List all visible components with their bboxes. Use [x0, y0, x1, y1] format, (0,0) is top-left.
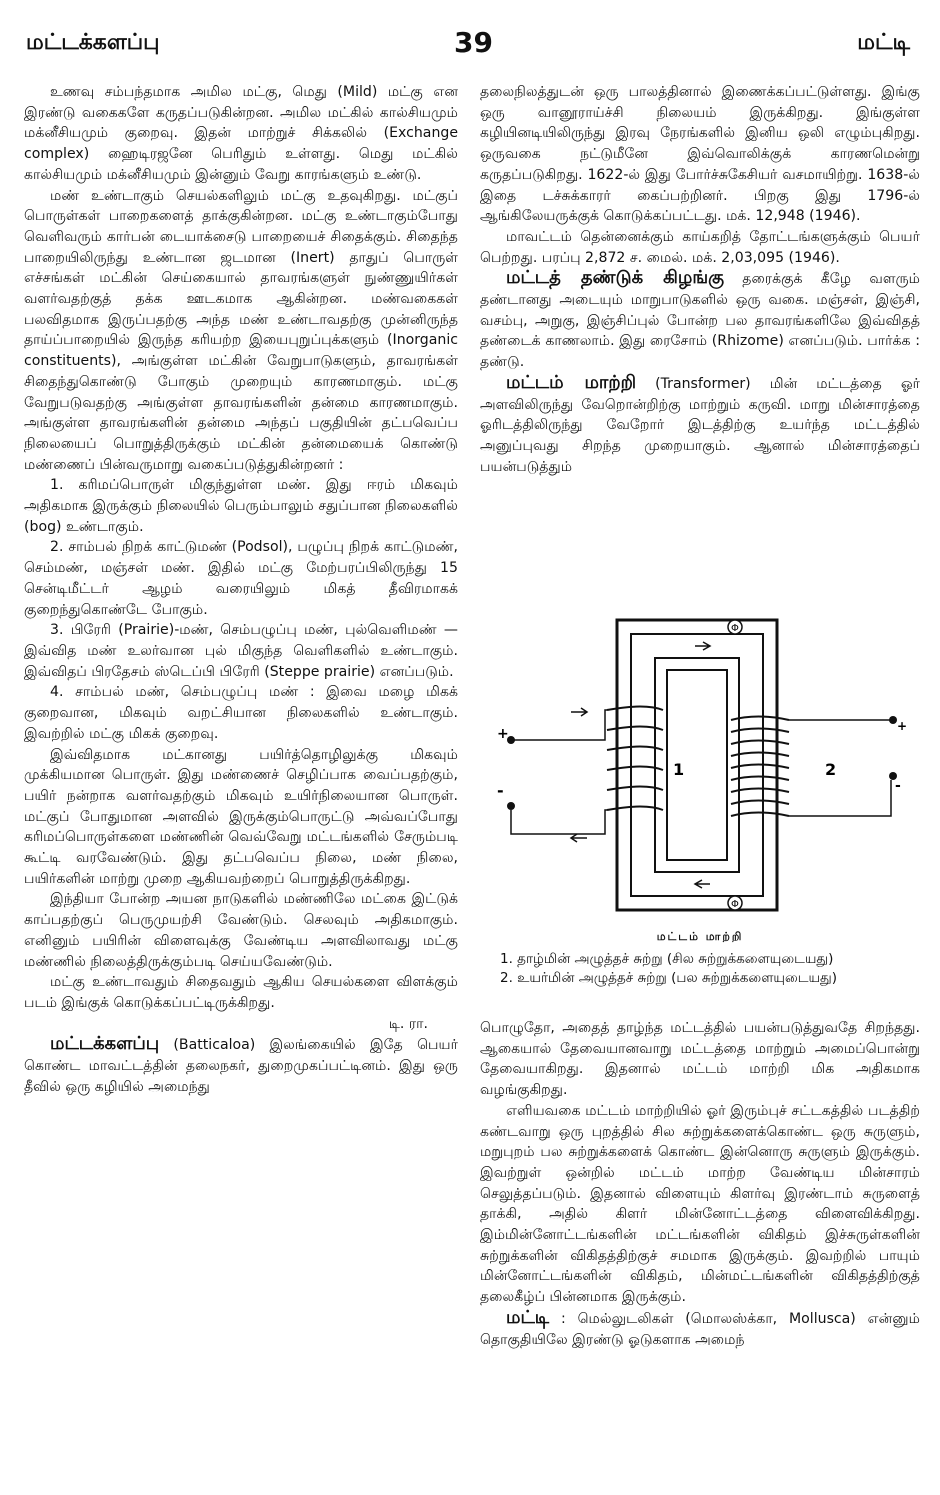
entry-batticaloa: மட்டக்களப்பு (Batticaloa) இலங்கையில் இதே பெயர் கொண்ட மாவட்டத்தின் தலைநகர், துறைமுகப்பட்டினம். இது ஒரு தீவில் ஒரு கழியில் அமைந்து: [24, 1033, 458, 1095]
list-item: 3. பிரேரி (Prairie)-மண், செம்பழுப்பு மண், புல்வெளிமண் — இவ்வித மண் உலர்வான புல் மிகுந்த வெளிகளில் உண்டாகும். இவ்விதப் பிரதேசம் ஸ்டெப்பி பிரேரி (Steppe prairie) எனப்படும்.: [24, 622, 458, 680]
right-column-lower: [480, 1018, 920, 1350]
running-head-left: மட்டக்களப்பு: [26, 30, 160, 55]
entry-mussel: மட்டி : மெல்லுடலிகள் (மொலஸ்க்கா, Mollusca) என்னும் தொகுதியிலே இரண்டு ஓடுகளாக அமைந்: [480, 1306, 920, 1348]
page-header: [26, 26, 910, 66]
flux-arrow-top: [695, 642, 710, 650]
minus-sign-secondary: -: [895, 778, 901, 794]
paragraph-district: மாவட்டம் தென்னைக்கும் காய்கறித் தோட்டங்களுக்கும் பெயர் பெற்றது. பரப்பு 2,872 ச. மைல். மக். 2,03,095 (1946).: [480, 228, 920, 266]
flux-arrow-bottom: [695, 880, 710, 888]
primary-terminal-minus: [507, 802, 515, 810]
figure-caption: மட்டம் மாற்றி: [656, 930, 744, 943]
list-item: 2. சாம்பல் நிறக் காட்டுமண் (Podsol), பழுப்பு நிறக் காட்டுமண், செம்மண், மஞ்சள் மண். இதில் மட்கு மேற்பரப்பிலிருந்து 15 சென்டிமீட்டர் ஆழம் வரையிலும் மிகத் தீவிரமாகக் குறைந்துகொண்டே போகும்.: [24, 539, 458, 618]
minus-sign: -: [497, 781, 504, 800]
coil-label-1: 1: [673, 760, 685, 779]
coil-label-2: 2: [825, 760, 837, 779]
plus-sign-secondary: +: [897, 719, 908, 733]
current-arrow-in: [571, 708, 587, 716]
secondary-lead-bottom: [789, 780, 891, 816]
left-column: [24, 82, 458, 1097]
list-item: 4. சாம்பல் மண், செம்பழுப்பு மண் : இவை மழை மிகக் குறைவான, மிகவும் வறட்சியான நிலைகளில் உண்டாகும். இவற்றில் மட்கு மிகக் குறைவு.: [24, 684, 458, 742]
running-head-right: மட்டி: [857, 30, 910, 55]
entry-heading: மட்டத் தண்டுக் கிழங்கு: [506, 267, 725, 289]
author-initials: டி. ரா.: [388, 1015, 428, 1032]
paragraph-figure-ref: மட்கு உண்டாவதும் சிதைவதும் ஆகிய செயல்களை விளக்கும் படம் இங்குக் கொடுக்கப்பட்டிருக்கிறது. டி. ரா.: [24, 972, 458, 1034]
paragraph-humus-types: உணவு சம்பந்தமாக அமில மட்கு, மெது (Mild) மட்கு என இரண்டு வகைகளே கருதப்படுகின்றன. அமில மட்கில் கால்சியமும் மக்னீசியமும் குறைவு. இதன் மாற்றுச் சிக்கலில் (Exchange complex) ஹைடிரஜனே பெரிதும் உள்ளது. மெது மட்கில் கால்சியமும் மக்னீசியமும் இன்னும் வேறு காரங்களும் உண்டு.: [24, 84, 458, 183]
secondary-terminal-plus: [889, 716, 897, 724]
entry-transformer: மட்டம் மாற்றி (Transformer) மின் மட்டத்தை ஓர் அளவிலிருந்து வேறொன்றிற்கு மாற்றும் கருவி. மாறு மின்சாரத்தை ஓரிடத்திலிருந்து வேறோர் இடத்திற்கு உயர்ந்த மட்டத்தில் அனுப்புவது சிறந்த முறையாகும். ஆனால் மின்சாரத்தைப் பயன்படுத்தும்: [480, 371, 921, 475]
page-number: 39: [454, 26, 493, 59]
legend-item-2: 2. உயர்மின் அழுத்தச் சுற்று (பல சுற்றுக்களையுடையது): [500, 970, 838, 986]
soil-type-list: [24, 475, 458, 744]
flux-label-top: Φ: [731, 623, 739, 634]
entry-rhizome: மட்டத் தண்டுக் கிழங்கு தரைக்குக் கீழே வளரும் தண்டானது அடையும் மாறுபாடுகளில் ஒரு வகை. மஞ்சள், இஞ்சி, வசம்பு, அறுகு, இஞ்சிப்புல் போன்ற பல தாவரங்களிலே இவ்விதத் தண்டைக் காணலாம். இது ரைசோம் (Rhizome) எனப்படும். பார்க்க : தண்டு.: [480, 267, 920, 371]
entry-heading: மட்டம் மாற்றி: [506, 371, 637, 393]
primary-lead-top: [511, 710, 607, 740]
paragraph-transformer-cont: பொழுதோ, அதைத் தாழ்ந்த மட்டத்தில் பயன்படுத்துவதே சிறந்தது. ஆகையால் தேவையானவாறு மட்டத்தை மாற்றும் அமைப்பொன்று தேவையாகிறது. இதனால் மட்டம் மாற்றி மிக அதிகமாக வழங்குகிறது.: [480, 1020, 920, 1099]
primary-lead-bottom: [511, 810, 607, 834]
flux-label-bottom: Φ: [731, 899, 739, 910]
figure-legend: [500, 950, 920, 988]
transformer-figure: [495, 610, 908, 932]
legend-item-1: 1. தாழ்மின் அழுத்தச் சுற்று (சில சுற்றுக்களையுடையது): [500, 951, 834, 967]
paragraph-tropics: இந்தியா போன்ற அயன நாடுகளில் மண்ணிலே மட்கை இட்டுக் காப்பதற்குப் பெருமுயற்சி வேண்டும். செலவும் அதிகமாகும். எனினும் பயிரின் விளைவுக்கு வேண்டிய அளவிலாவது மட்கு மண்ணில் நிலைத்திருக்கும்படி செய்யவேண்டும்.: [24, 891, 458, 970]
transformer-diagram: [495, 610, 908, 932]
right-column-upper: [480, 82, 920, 477]
current-arrow-out: [571, 834, 587, 842]
list-item: 1. கரிமப்பொருள் மிகுந்துள்ள மண். இது ஈரம் மிகவும் அதிகமாக இருக்கும் நிலையில் பெரும்பாலும் சதுப்பான நிலைகளில் (bog) உண்டாகும்.: [24, 477, 458, 535]
entry-heading: மட்டக்களப்பு: [50, 1033, 160, 1055]
paragraph-simple-transformer: எளியவகை மட்டம் மாற்றியில் ஓர் இரும்புச் சட்டகத்தில் படத்திற் கண்டவாறு ஒரு புறத்தில் சில சுற்றுக்களைக்கொண்ட ஒரு சுருளும், மறுபுறம் பல சுற்றுக்களைக் கொண்ட இன்னொரு சுருளும் இருக்கும். இவற்றுள் ஒன்றில் மட்டம் மாற்ற வேண்டிய மின்சாரம் செலுத்தப்படும். இதனால் விளையும் கிளர்வு இரண்டாம் சுருளைத் தாக்கி, அதில் கிளர் மின்னோட்டத்தை விளைவிக்கிறது. இம்மின்னோட்டங்களின் மட்டங்களின் விகிதம் இச்சுருள்களின் சுற்றுக்களின் விகிதத்திற்குச் சமமாக இருக்கும். இவற்றில் பாயும் மின்னோட்டங்களின் விகிதம், மின்மட்டங்களின் விகிதத்திற்குத் தலைகீழ்ப் பின்னமாக இருக்கும்.: [480, 1102, 920, 1306]
paragraph-soil-formation: மண் உண்டாகும் செயல்களிலும் மட்கு உதவுகிறது. மட்குப் பொருள்கள் பாறைகளைத் தாக்குகின்றன. மட்கு உண்டாகும்போது வெளிவரும் கார்பன் டையாக்சைடு பாறையைச் சிதைக்கும். சிதைந்த பாறையிலிருந்து உண்டான ஜடமான (Inert) தாதுப் பொருள் எச்சங்கள் மட்கின் செய்கையால் தாவரங்களுள் நுண்ணுயிர்கள் வளர்வதற்குத் தக்க ஊடகமாக ஆகின்றன. மண்வகைகள் பலவிதமாக இருப்பதற்கு அந்த மண் உண்டாவதற்கு முன்னிருந்த தாய்ப்பாறையில் இருந்த கரியற்ற இயைபுறுப்புக்களும் (Inorganic constituents), அங்குள்ள மட்கின் வேறுபாடுகளும், தாவரங்கள் சிதைந்துகொண்டு போகும் முறையும் காரணமாகும். மட்கு வேறுபடுவதற்கு அங்குள்ள தாவரங்களின் தன்மை காரணமாகும். அங்குள்ள தாவரங்களின் தன்மை அந்தப் பகுதியின் தட்பவெப்ப நிலையைப் பொறுத்திருக்கும் மட்கின் தன்மையைக் கொண்டு மண்ணைப் பின்வருமாறு வகைப்படுத்துகின்றனர் :: [24, 187, 458, 473]
paragraph-batticaloa-cont: தலைநிலத்துடன் ஒரு பாலத்தினால் இணைக்கப்பட்டுள்ளது. இங்கு ஒரு வானூராய்ச்சி நிலையம் இருக்கிறது. இங்குள்ள கழியினடியிலிருந்து இரவு நேரங்களில் இனிய ஒலி எழும்புகிறது. ஒருவகை நட்டுமீனே இவ்வொலிக்குக் காரணமென்று கருதப்படுகிறது. 1622-ல் இது போர்ச்சுகேசியர் வசமாயிற்று. 1638-ல் இதை டச்சுக்காரர் கைப்பற்றினர். பிறகு இது 1796-ல் ஆங்கிலேயருக்குக் கொடுக்கப்பட்டது. மக். 12,948 (1946).: [480, 84, 920, 225]
plus-sign: +: [497, 726, 509, 742]
paragraph-agriculture: இவ்விதமாக மட்கானது பயிர்த்தொழிலுக்கு மிகவும் முக்கியமான பொருள். இது மண்ணைச் செழிப்பாக வைப்பதற்கும், பயிர் நன்றாக வளர்வதற்கும் மிகவும் உயிர்நிலையான பொருள். மட்குப் போதுமான அளவில் இருக்கும்பொருட்டு அவ்வப்போது கரிமப்பொருள்களை மண்ணின் வெவ்வேறு மட்டங்களில் சேரும்படி கூட்டி வரவேண்டும். இது தட்பவெப்ப நிலை, மண் நிலை, பயிர்களின் மாற்று முறை ஆகியவற்றைப் பொறுத்திருக்கிறது.: [24, 746, 458, 887]
entry-heading: மட்டி: [506, 1306, 550, 1328]
